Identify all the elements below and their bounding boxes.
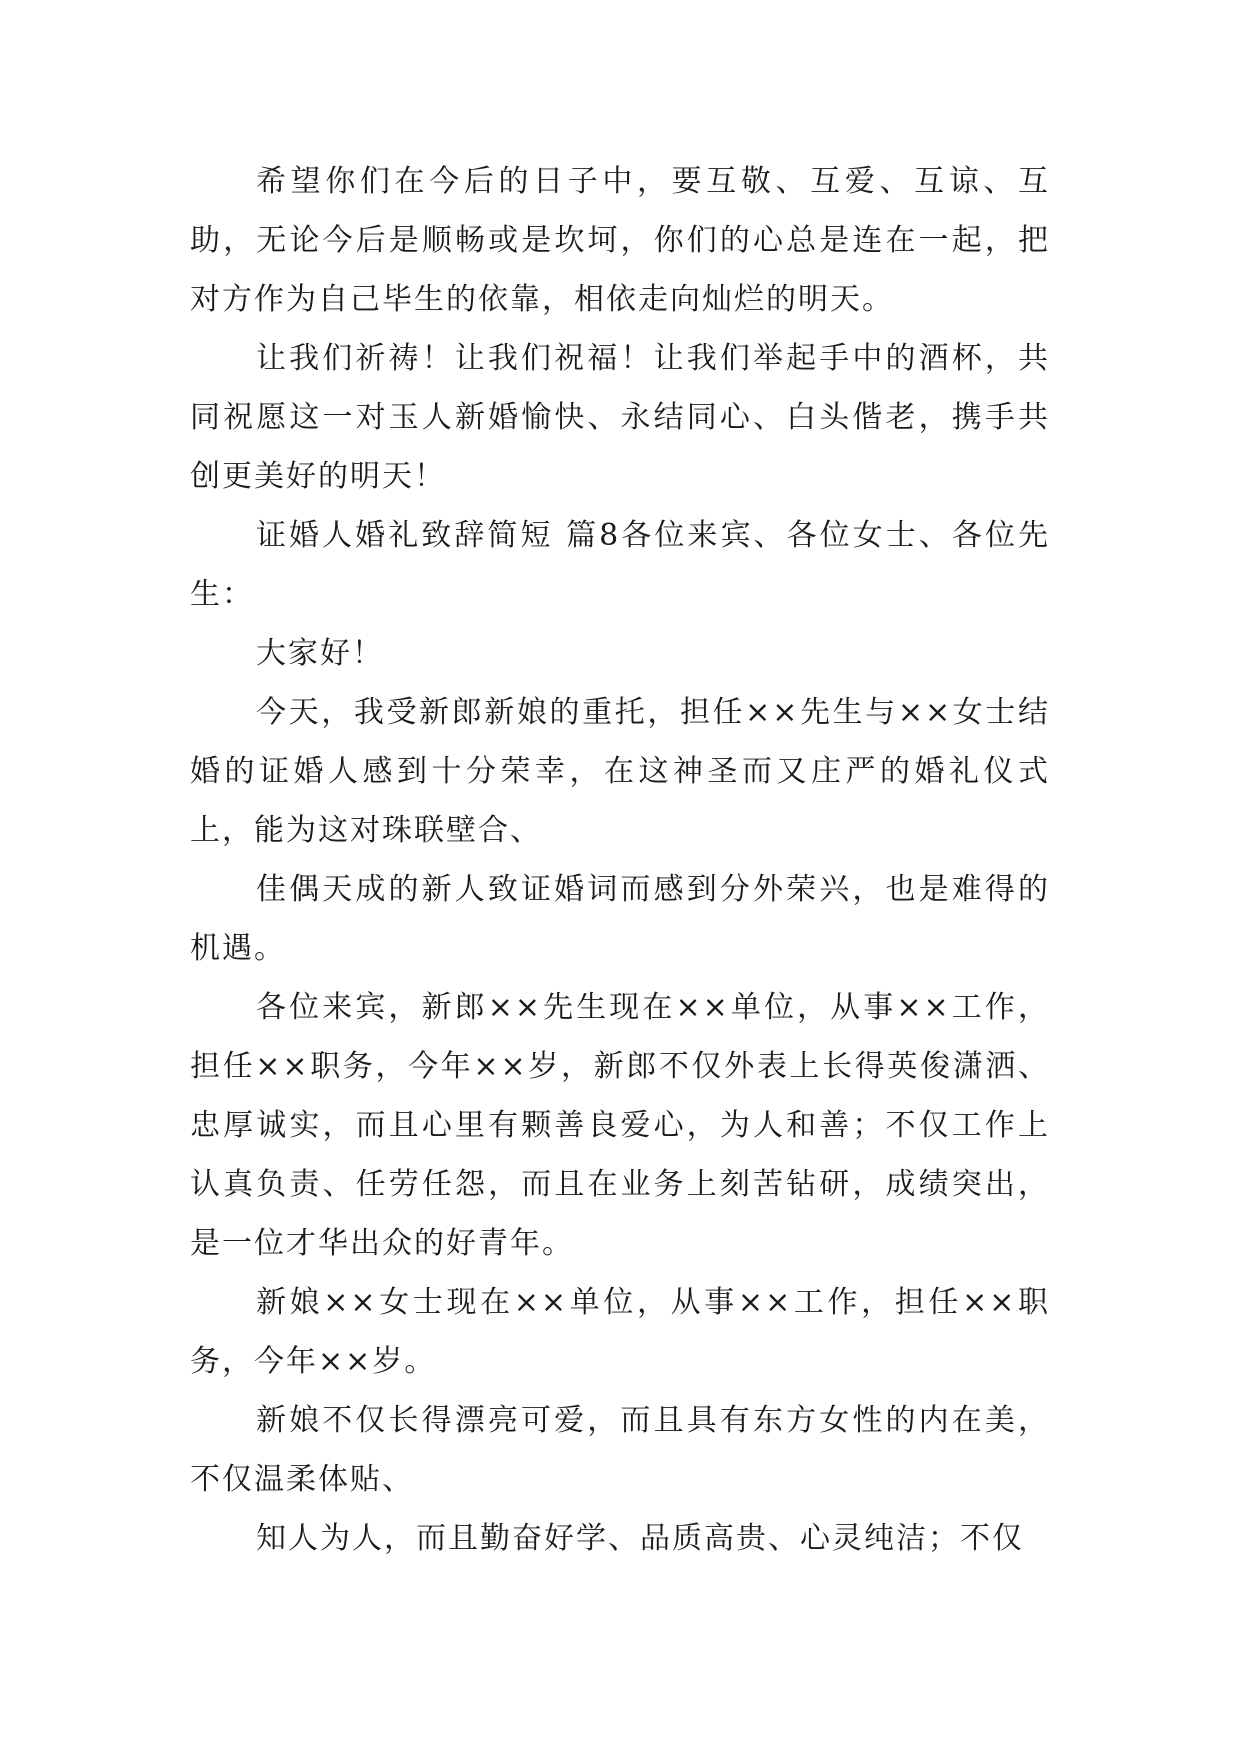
paragraph-1: 希望你们在今后的日子中，要互敬、互爱、互谅、互助，无论今后是顺畅或是坎坷，你们的心总是连在一起，把对方作为自己毕生的依靠，相依走向灿烂的明天。: [190, 164, 1050, 317]
paragraph-3-section-heading: 证婚人婚礼致辞简短 篇8各位来宾、各位女士、各位先生：: [190, 518, 1050, 612]
paragraph-10: 知人为人，而且勤奋好学、品质高贵、心灵纯洁；不仅: [256, 1521, 1024, 1556]
paragraph-6: 佳偶天成的新人致证婚词而感到分外荣兴，也是难得的机遇。: [190, 872, 1050, 966]
paragraph-2: 让我们祈祷！让我们祝福！让我们举起手中的酒杯，共同祝愿这一对玉人新婚愉快、永结同心、白头偕老，携手共创更美好的明天！: [190, 341, 1050, 494]
paragraph-8: 新娘××女士现在××单位，从事××工作，担任××职务，今年××岁。: [190, 1285, 1050, 1379]
document-body: [190, 152, 1050, 1568]
paragraph-5: 今天，我受新郎新娘的重托，担任××先生与××女士结婚的证婚人感到十分荣幸，在这神圣而又庄严的婚礼仪式上，能为这对珠联壁合、: [190, 695, 1050, 848]
paragraph-9: 新娘不仅长得漂亮可爱，而且具有东方女性的内在美，不仅温柔体贴、: [190, 1403, 1050, 1497]
paragraph-4-greeting: 大家好！: [256, 636, 384, 671]
paragraph-7: 各位来宾，新郎××先生现在××单位，从事××工作，担任××职务，今年××岁，新郎不仅外表上长得英俊潇洒、忠厚诚实，而且心里有颗善良爱心，为人和善；不仅工作上认真负责、任劳任怨，而且在业务上刻苦钻研，成绩突出，是一位才华出众的好青年。: [190, 990, 1050, 1261]
